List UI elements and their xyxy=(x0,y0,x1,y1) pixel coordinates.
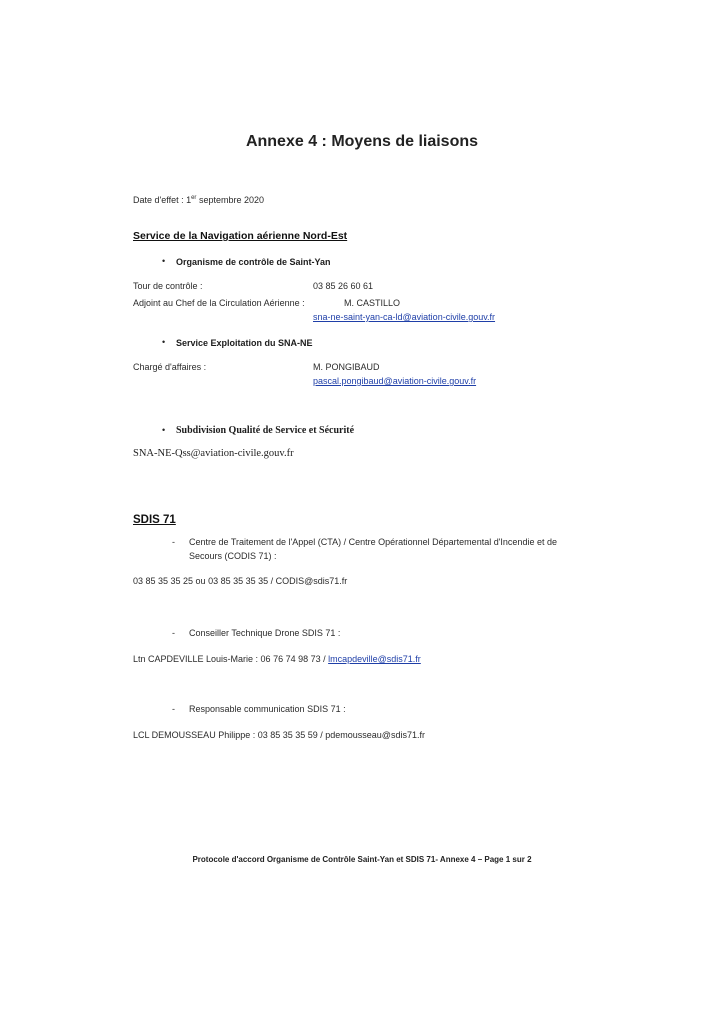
date-prefix: Date d'effet : 1 xyxy=(133,195,192,205)
date-sup: er xyxy=(191,195,197,201)
charge-label: Chargé d'affaires : xyxy=(133,362,207,372)
drone-title: Conseiller Technique Drone SDIS 71 : xyxy=(189,628,341,638)
communication-contact: LCL DEMOUSSEAU Philippe : 03 85 35 35 59 / pdemousseau@sdis71.fr xyxy=(133,730,425,740)
page-title: Annexe 4 : Moyens de liaisons xyxy=(245,133,479,150)
qualite-title: Subdivision Qualité de Service et Sécurité xyxy=(176,425,355,436)
effective-date xyxy=(133,195,264,205)
adjoint-email-link[interactable]: sna-ne-saint-yan-ca-ld@aviation-civile.gouv.fr xyxy=(313,312,496,322)
charge-email-link[interactable]: pascal.pongibaud@aviation-civile.gouv.fr xyxy=(313,376,477,386)
charge-name: M. PONGIBAUD xyxy=(313,362,380,372)
dash-icon: - xyxy=(172,704,175,714)
cta-contact: 03 85 35 35 25 ou 03 85 35 35 35 / CODIS@sdis71.fr xyxy=(133,576,348,586)
page-footer: Protocole d'accord Organisme de Contrôle Saint-Yan et SDIS 71- Annexe 4 – Page 1 sur 2 xyxy=(192,855,532,864)
dash-icon: - xyxy=(172,537,175,547)
drone-contact xyxy=(133,654,421,664)
bullet-icon: • xyxy=(162,425,166,435)
sna-heading: Service de la Navigation aérienne Nord-Est xyxy=(133,230,348,242)
sdis-heading: SDIS 71 xyxy=(133,514,176,526)
drone-email-link[interactable]: lmcapdeville@sdis71.fr xyxy=(328,654,421,664)
dash-icon: - xyxy=(172,628,175,638)
organisme-title: Organisme de contrôle de Saint-Yan xyxy=(176,257,331,267)
drone-contact-text: Ltn CAPDEVILLE Louis-Marie : 06 76 74 98 73 / xyxy=(133,654,329,664)
communication-title: Responsable communication SDIS 71 : xyxy=(189,704,346,714)
bullet-icon: • xyxy=(162,256,166,266)
cta-line1: Centre de Traitement de l'Appel (CTA) / Centre Opérationnel Départemental d'Incendie et de xyxy=(189,537,557,547)
cta-line2: Secours (CODIS 71) : xyxy=(189,551,277,561)
date-suffix: septembre 2020 xyxy=(196,195,264,205)
adjoint-name: M. CASTILLO xyxy=(344,298,401,308)
qualite-email: SNA-NE-Qss@aviation-civile.gouv.fr xyxy=(133,448,294,459)
adjoint-label: Adjoint au Chef de la Circulation Aérienne : xyxy=(133,298,305,308)
tour-phone: 03 85 26 60 61 xyxy=(313,281,374,291)
tour-label: Tour de contrôle : xyxy=(133,281,203,291)
bullet-icon: • xyxy=(162,337,166,347)
exploitation-title: Service Exploitation du SNA-NE xyxy=(176,338,313,348)
